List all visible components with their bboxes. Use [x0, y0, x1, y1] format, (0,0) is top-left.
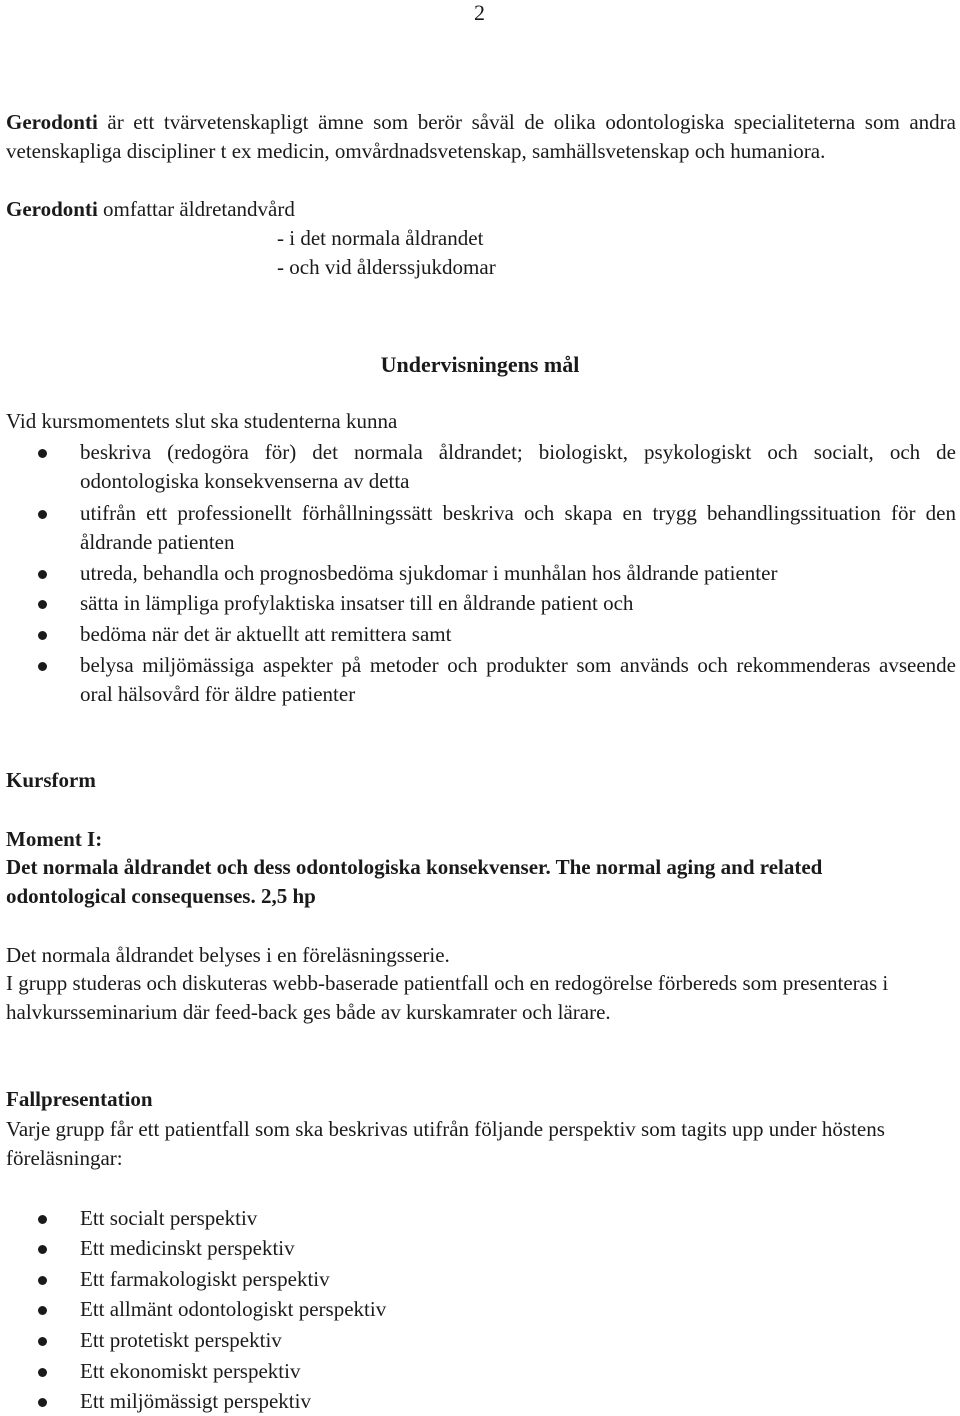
bullet-icon — [38, 1276, 47, 1285]
kursform-heading: Kursform — [6, 768, 96, 792]
scope-text: omfattar äldretandvård — [97, 197, 295, 221]
goal-item-text: utifrån ett professionellt förhållningssätt beskriva och skapa en trygg behandlingssituation för den åldrande patienten — [80, 501, 956, 554]
moment-title: Det normala åldrandet och dess odontologiska konsekvenser. The normal aging and related odontological consequenses. 2,5 hp — [6, 855, 823, 908]
bullet-icon — [38, 1215, 47, 1224]
goal-item-text: beskriva (redogöra för) det normala åldrandet; biologiskt, psykologiskt och socialt, och de odontologiska konsekvenserna av detta — [80, 440, 956, 493]
perspective-item-text: Ett ekonomiskt perspektiv — [80, 1359, 301, 1383]
bullet-icon — [38, 1398, 47, 1407]
bullet-icon — [38, 510, 47, 519]
goals-heading: Undervisningens mål — [380, 352, 580, 377]
perspective-item-text: Ett socialt perspektiv — [80, 1206, 258, 1230]
perspective-item-text: Ett allmänt odontologiskt perspektiv — [80, 1297, 387, 1321]
bullet-icon — [38, 631, 47, 640]
bullet-icon — [38, 1337, 47, 1346]
fallpresentation-text: Varje grupp får ett patientfall som ska beskrivas utifrån följande perspektiv som tagits upp under höstens föreläsningar: — [6, 1117, 885, 1170]
bullet-icon — [38, 449, 47, 458]
scope-item-age-diseases: - och vid ålderssjukdomar — [277, 255, 496, 279]
scope-line — [6, 195, 295, 224]
intro-term: Gerodonti — [6, 110, 98, 134]
goal-item-text: bedöma när det är aktuellt att remittera samt — [80, 622, 452, 646]
bullet-icon — [38, 1306, 47, 1315]
lecture-series-text: Det normala åldrandet belyses i en föreläsningsserie. — [6, 943, 450, 967]
moment-heading: Moment I: — [6, 827, 103, 851]
fallpresentation-heading: Fallpresentation — [6, 1087, 153, 1111]
scope-item-normal-aging: - i det normala åldrandet — [277, 226, 484, 250]
perspective-item-text: Ett medicinskt perspektiv — [80, 1236, 295, 1260]
goals-lead: Vid kursmomentets slut ska studenterna kunna — [6, 409, 398, 433]
bullet-icon — [38, 570, 47, 579]
goal-item-text: belysa miljömässiga aspekter på metoder och produkter som används och rekommenderas avseende oral hälsovård för äldre patienter — [80, 653, 956, 706]
intro-paragraph — [6, 108, 956, 166]
perspective-item-text: Ett miljömässigt perspektiv — [80, 1389, 311, 1413]
bullet-icon — [38, 600, 47, 609]
goal-item-text: sätta in lämpliga profylaktiska insatser till en åldrande patient och — [80, 591, 634, 615]
page-number: 2 — [474, 0, 485, 25]
perspective-item-text: Ett protetiskt perspektiv — [80, 1328, 282, 1352]
scope-term: Gerodonti — [6, 197, 98, 221]
bullet-icon — [38, 1368, 47, 1377]
bullet-icon — [38, 662, 47, 671]
intro-text: är ett tvärvetenskapligt ämne som berör såväl de olika odontologiska specialiteterna som andra vetenskapliga discipliner t ex medicin, omvårdnadsvetenskap, samhällsvetenskap och humaniora. — [6, 110, 956, 163]
perspective-item-text: Ett farmakologiskt perspektiv — [80, 1267, 330, 1291]
bullet-icon — [38, 1245, 47, 1254]
goal-item-text: utreda, behandla och prognosbedöma sjukdomar i munhålan hos åldrande patienter — [80, 561, 778, 585]
group-work-text: I grupp studeras och diskuteras webb-baserade patientfall och en redogörelse förbereds som presenteras i halvkursseminarium där feed-back ges både av kurskamrater och lärare. — [6, 971, 889, 1024]
